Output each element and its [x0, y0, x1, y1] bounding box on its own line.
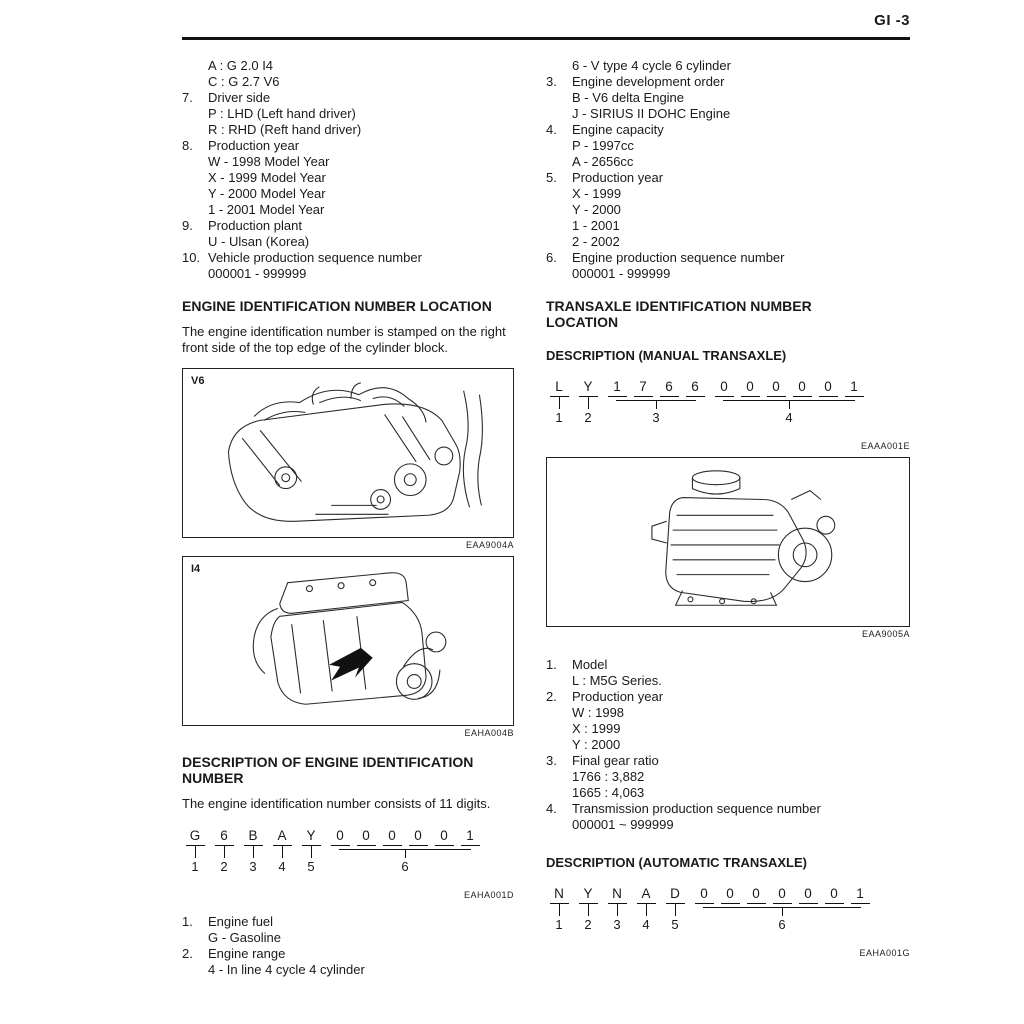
- code-group-number: 5: [671, 917, 679, 932]
- list-text: B - V6 delta Engine: [572, 90, 685, 105]
- code-group: [604, 379, 708, 425]
- page-number: GI -3: [874, 12, 910, 29]
- list-line: [182, 962, 514, 978]
- list-text: Production year: [208, 138, 300, 153]
- code-char: Y: [298, 828, 324, 846]
- list-line: [546, 250, 910, 266]
- list-text: Production year: [572, 170, 664, 185]
- list-text: 000001 - 999999: [208, 266, 307, 281]
- list-text: Engine fuel: [208, 914, 274, 929]
- list-text: R : RHD (Reft hand driver): [208, 122, 362, 137]
- code-char: 0: [691, 886, 717, 904]
- code-char: 0: [405, 828, 431, 846]
- code-group-number: 2: [220, 859, 228, 874]
- automatic-transaxle-code-diagram: [546, 886, 910, 932]
- list-number: 4.: [546, 801, 557, 816]
- code-char: D: [662, 886, 688, 904]
- list-text: A : G 2.0 I4: [208, 58, 274, 73]
- list-line: [182, 74, 514, 90]
- engine-digit-legend-list: [182, 914, 514, 978]
- figure-code-i4: EAHA004B: [464, 728, 514, 738]
- right-column: [546, 58, 910, 978]
- figure-v6-engine: [182, 368, 514, 538]
- list-line: [546, 154, 910, 170]
- list-text: Vehicle production sequence number: [208, 250, 422, 265]
- list-line: [546, 138, 910, 154]
- list-line: [546, 74, 910, 90]
- list-line: [182, 202, 514, 218]
- figure-code-v6: EAA9004A: [465, 540, 514, 550]
- list-line: [182, 138, 514, 154]
- code-group: [604, 886, 630, 932]
- list-number: 2.: [546, 689, 557, 704]
- list-line: [546, 657, 910, 673]
- code-char: 1: [457, 828, 483, 846]
- header-rule: [182, 37, 910, 40]
- code-group-number: 1: [555, 410, 563, 425]
- list-line: [546, 721, 910, 737]
- list-line: [546, 673, 910, 689]
- figure-label-v6: V6: [191, 375, 205, 387]
- list-number: 3.: [546, 753, 557, 768]
- section-heading-engine-id-description: DESCRIPTION OF ENGINE IDENTIFICATION NUMBER: [182, 754, 474, 786]
- code-char: 0: [711, 379, 737, 397]
- figure-i4-engine: [182, 556, 514, 726]
- list-text: P : LHD (Left hand driver): [208, 106, 356, 121]
- left-column: [182, 58, 514, 978]
- list-line: [182, 930, 514, 946]
- figure-code-transaxle: EAA9005A: [861, 629, 910, 639]
- list-text: 000001 ~ 999999: [572, 817, 674, 832]
- list-line: [546, 186, 910, 202]
- list-number: 1.: [182, 914, 193, 929]
- code-char: 1: [841, 379, 867, 397]
- list-text: G - Gasoline: [208, 930, 281, 945]
- code-char: N: [604, 886, 630, 904]
- code-group-number: 6: [778, 917, 786, 932]
- list-text: J - SIRIUS II DOHC Engine: [572, 106, 731, 121]
- list-line: [546, 753, 910, 769]
- list-number: 6.: [546, 250, 557, 265]
- code-group-number: 3: [249, 859, 257, 874]
- list-line: [182, 266, 514, 282]
- list-text: 2 - 2002: [572, 234, 620, 249]
- list-text: Engine production sequence number: [572, 250, 785, 265]
- list-line: [546, 705, 910, 721]
- list-text: Production plant: [208, 218, 302, 233]
- code-group: [182, 828, 208, 874]
- list-text: Model: [572, 657, 608, 672]
- code-group-number: 3: [613, 917, 621, 932]
- section-heading-transaxle-id-location: TRANSAXLE IDENTIFICATION NUMBER LOCATION: [546, 298, 812, 330]
- code-group-number: 4: [785, 410, 793, 425]
- code-char: 1: [847, 886, 873, 904]
- list-text: X : 1999: [572, 721, 621, 736]
- code-char: 6: [682, 379, 708, 397]
- list-line: [182, 106, 514, 122]
- section-heading-engine-id-location: ENGINE IDENTIFICATION NUMBER LOCATION: [182, 298, 492, 314]
- code-char: Y: [575, 886, 601, 904]
- code-group-number: 4: [642, 917, 650, 932]
- list-number: 7.: [182, 90, 193, 105]
- list-text: 1 - 2001: [572, 218, 620, 233]
- list-text: Production year: [572, 689, 664, 704]
- engine-id-location-paragraph: The engine identification number is stamped on the right front side of the top edge of the cylinder block.: [182, 324, 506, 355]
- subheading-manual-transaxle: DESCRIPTION (MANUAL TRANSAXLE): [546, 348, 787, 363]
- engine-code-legend-list: [546, 58, 910, 282]
- list-text: Engine development order: [572, 74, 725, 89]
- code-char: 6: [211, 828, 237, 846]
- code-char: 0: [327, 828, 353, 846]
- list-text: L : M5G Series.: [572, 673, 662, 688]
- list-number: 4.: [546, 122, 557, 137]
- list-text: 1766 : 3,882: [572, 769, 645, 784]
- code-group: [269, 828, 295, 874]
- engine-id-description-paragraph: The engine identification number consists of 11 digits.: [182, 796, 491, 811]
- list-line: [182, 90, 514, 106]
- list-number: 5.: [546, 170, 557, 185]
- list-text: Driver side: [208, 90, 271, 105]
- code-group: [575, 886, 601, 932]
- subheading-automatic-transaxle: DESCRIPTION (AUTOMATIC TRANSAXLE): [546, 855, 807, 870]
- location-arrow: [329, 648, 372, 681]
- list-text: W - 1998 Model Year: [208, 154, 330, 169]
- code-char: 0: [789, 379, 815, 397]
- list-number: 3.: [546, 74, 557, 89]
- code-group: [575, 379, 601, 425]
- v6-engine-illustration: [183, 369, 513, 537]
- list-line: [182, 122, 514, 138]
- list-line: [546, 106, 910, 122]
- code-char: 0: [353, 828, 379, 846]
- code-char: 1: [604, 379, 630, 397]
- code-group-number: 2: [584, 410, 592, 425]
- code-char: 0: [821, 886, 847, 904]
- list-text: 1 - 2001 Model Year: [208, 202, 325, 217]
- list-text: P - 1997cc: [572, 138, 634, 153]
- list-text: U - Ulsan (Korea): [208, 234, 310, 249]
- code-char: 0: [769, 886, 795, 904]
- list-number: 8.: [182, 138, 193, 153]
- list-number: 9.: [182, 218, 193, 233]
- code-group: [691, 886, 873, 932]
- code-char: 6: [656, 379, 682, 397]
- list-line: [546, 737, 910, 753]
- transaxle-illustration: [547, 458, 909, 626]
- engine-code-diagram: [182, 828, 514, 874]
- list-line: [546, 58, 910, 74]
- code-group-number: 1: [191, 859, 199, 874]
- code-group: [327, 828, 483, 874]
- list-text: X - 1999: [572, 186, 622, 201]
- code-group: [546, 886, 572, 932]
- code-char: A: [633, 886, 659, 904]
- list-text: C : G 2.7 V6: [208, 74, 280, 89]
- code-char: 0: [379, 828, 405, 846]
- list-text: 6 - V type 4 cycle 6 cylinder: [572, 58, 731, 73]
- list-line: [182, 186, 514, 202]
- code-char: 0: [743, 886, 769, 904]
- list-line: [182, 946, 514, 962]
- transaxle-digit-legend-list: [546, 657, 910, 833]
- code-group: [240, 828, 266, 874]
- engine-diagram-code: EAHA001D: [463, 890, 514, 900]
- code-char: B: [240, 828, 266, 846]
- code-group-number: 6: [401, 859, 409, 874]
- list-line: [182, 234, 514, 250]
- code-char: L: [546, 379, 572, 397]
- code-char: 7: [630, 379, 656, 397]
- list-text: W : 1998: [572, 705, 625, 720]
- code-char: Y: [575, 379, 601, 397]
- list-line: [546, 817, 910, 833]
- list-line: [182, 58, 514, 74]
- list-line: [546, 801, 910, 817]
- code-char: N: [546, 886, 572, 904]
- list-line: [546, 785, 910, 801]
- two-column-layout: [182, 58, 910, 978]
- code-group: [633, 886, 659, 932]
- code-group-number: 5: [307, 859, 315, 874]
- code-group-number: 2: [584, 917, 592, 932]
- list-text: Y - 2000: [572, 202, 621, 217]
- code-char: 0: [717, 886, 743, 904]
- list-text: A - 2656cc: [572, 154, 634, 169]
- list-text: X - 1999 Model Year: [208, 170, 326, 185]
- list-line: [546, 170, 910, 186]
- manual-diagram-code: EAAA001E: [860, 441, 910, 451]
- list-line: [182, 170, 514, 186]
- list-line: [546, 689, 910, 705]
- list-line: [546, 218, 910, 234]
- code-char: 0: [815, 379, 841, 397]
- list-line: [182, 218, 514, 234]
- vin-code-list: [182, 58, 514, 282]
- figure-label-i4: I4: [191, 563, 201, 575]
- code-char: 0: [737, 379, 763, 397]
- code-char: 0: [763, 379, 789, 397]
- code-char: G: [182, 828, 208, 846]
- list-text: Engine capacity: [572, 122, 664, 137]
- code-group: [546, 379, 572, 425]
- list-text: 4 - In line 4 cycle 4 cylinder: [208, 962, 365, 977]
- i4-engine-illustration: [183, 557, 513, 725]
- list-line: [182, 914, 514, 930]
- list-text: Engine range: [208, 946, 286, 961]
- list-text: 000001 - 999999: [572, 266, 671, 281]
- list-line: [546, 122, 910, 138]
- list-line: [546, 90, 910, 106]
- automatic-diagram-code: EAHA001G: [859, 948, 910, 958]
- code-group: [298, 828, 324, 874]
- code-group-number: 1: [555, 917, 563, 932]
- list-text: Final gear ratio: [572, 753, 659, 768]
- list-text: Transmission production sequence number: [572, 801, 821, 816]
- list-line: [546, 202, 910, 218]
- code-char: 0: [431, 828, 457, 846]
- list-line: [546, 234, 910, 250]
- code-group-number: 4: [278, 859, 286, 874]
- code-char: A: [269, 828, 295, 846]
- list-number: 10.: [182, 250, 201, 265]
- list-line: [182, 250, 514, 266]
- list-text: Y : 2000: [572, 737, 621, 752]
- code-group: [211, 828, 237, 874]
- code-char: 0: [795, 886, 821, 904]
- list-line: [182, 154, 514, 170]
- figure-transaxle: [546, 457, 910, 627]
- list-text: 1665 : 4,063: [572, 785, 645, 800]
- page-content: [182, 8, 910, 978]
- code-group: [662, 886, 688, 932]
- list-line: [546, 769, 910, 785]
- manual-transaxle-code-diagram: [546, 379, 910, 425]
- list-number: 1.: [546, 657, 557, 672]
- list-text: Y - 2000 Model Year: [208, 186, 326, 201]
- list-line: [546, 266, 910, 282]
- code-group: [711, 379, 867, 425]
- code-group-number: 3: [652, 410, 660, 425]
- list-number: 2.: [182, 946, 193, 961]
